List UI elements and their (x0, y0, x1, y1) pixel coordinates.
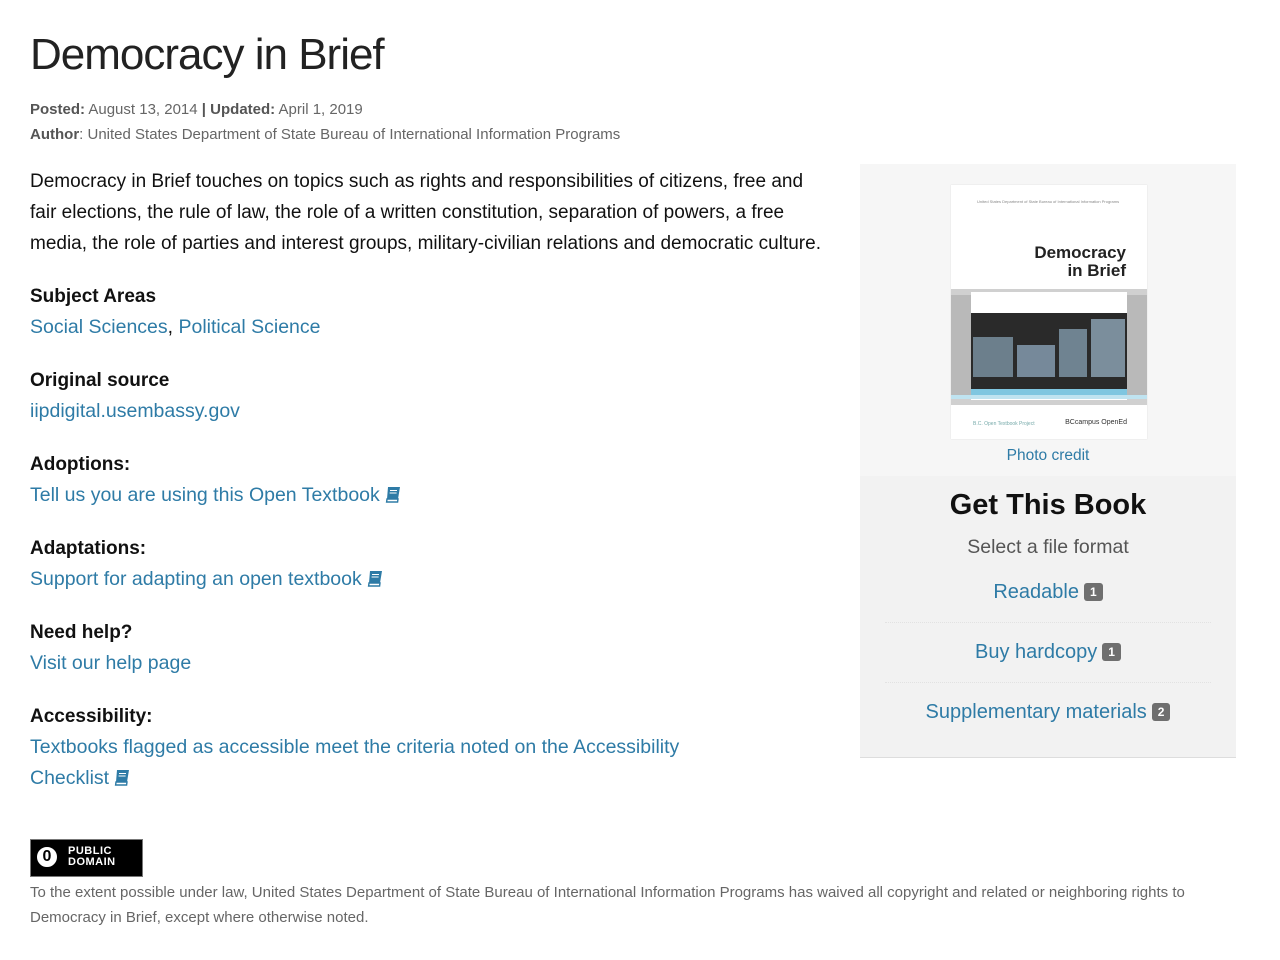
updated-label: Updated: (210, 101, 276, 118)
photo-credit-link[interactable]: Photo credit (1006, 447, 1090, 464)
book-icon (366, 570, 384, 587)
adoptions-section (30, 449, 830, 511)
meta-separator: | (201, 101, 206, 118)
badge-line-1: PUBLIC (68, 845, 112, 857)
author-value: : United States Department of State Bureau of International Information Programs (79, 126, 621, 143)
book-cover-image[interactable] (951, 185, 1147, 439)
adaptations-link[interactable] (30, 568, 384, 590)
cover-title: Democracy in Brief (1034, 243, 1126, 280)
updated-date: April 1, 2019 (278, 101, 363, 118)
adaptations-section (30, 533, 830, 595)
format-divider (885, 682, 1211, 683)
public-domain-badge-text (68, 846, 116, 868)
badge-line-2: DOMAIN (68, 856, 116, 868)
cover-photo (951, 289, 1147, 405)
accessibility-heading: Accessibility: (30, 706, 153, 727)
license-statement: To the extent possible under law, United States Department of State Bureau of International Information Programs has waived all copyright and related or neighboring rights to Democracy in Brief, except where otherwise noted. (30, 884, 1185, 926)
cover-publisher-text: United States Department of State Bureau of International Information Programs (977, 199, 1120, 204)
subject-areas-section (30, 281, 830, 343)
format-divider (885, 622, 1211, 623)
accessibility-link-label: Textbooks flagged as accessible meet the criteria noted on the Accessibility Checklist (30, 736, 680, 789)
adoptions-link-label: Tell us you are using this Open Textbook (30, 484, 380, 506)
format-supplementary-link[interactable] (860, 701, 1236, 724)
adoptions-heading: Adoptions: (30, 454, 131, 475)
accessibility-checklist-link[interactable] (30, 736, 679, 789)
adaptations-link-label: Support for adapting an open textbook (30, 568, 362, 590)
post-dates (30, 97, 620, 122)
format-hardcopy-count: 1 (1102, 643, 1121, 661)
help-heading: Need help? (30, 622, 133, 643)
cover-panel (860, 164, 1236, 476)
format-readable-link[interactable] (860, 581, 1236, 604)
posted-label: Posted: (30, 101, 86, 118)
help-section (30, 617, 830, 679)
accessibility-section (30, 701, 830, 794)
book-icon (113, 769, 131, 786)
file-format-subtitle: Select a file format (967, 536, 1129, 558)
cover-footer-right: BCcampus OpenEd (1065, 419, 1127, 426)
subject-areas-heading: Subject Areas (30, 286, 157, 307)
book-icon (384, 486, 402, 503)
adoptions-link[interactable] (30, 484, 402, 506)
post-meta (30, 97, 620, 147)
format-hardcopy-label: Buy hardcopy (975, 641, 1098, 663)
format-hardcopy-link[interactable] (860, 641, 1236, 664)
adaptations-heading: Adaptations: (30, 538, 147, 559)
cc-zero-icon: 0 (35, 845, 59, 869)
subject-separator: , (167, 316, 174, 338)
public-domain-badge[interactable] (30, 839, 143, 877)
format-supplementary-count: 2 (1152, 703, 1171, 721)
format-readable-label: Readable (993, 581, 1079, 603)
get-book-sidebar (860, 164, 1236, 758)
format-supplementary-label: Supplementary materials (925, 701, 1147, 723)
subject-link-political-science[interactable]: Political Science (178, 316, 321, 338)
original-source-heading: Original source (30, 370, 170, 391)
subject-link-social-sciences[interactable]: Social Sciences (30, 316, 168, 338)
get-book-title: Get This Book (949, 489, 1147, 521)
author-label: Author (30, 126, 80, 143)
cover-footer-left: B.C. Open Textbook Project (973, 421, 1035, 427)
format-readable-count: 1 (1084, 583, 1103, 601)
posted-date: August 13, 2014 (88, 101, 198, 118)
original-source-section (30, 365, 830, 427)
help-page-link[interactable]: Visit our help page (30, 652, 192, 674)
main-content (30, 166, 830, 816)
page-title: Democracy in Brief (30, 30, 384, 79)
original-source-link[interactable]: iipdigital.usembassy.gov (30, 400, 240, 422)
post-author (30, 122, 620, 147)
book-description: Democracy in Brief touches on topics such as rights and responsibilities of citizens, free and fair elections, the rule of law, the role of a written constitution, separation of powers, a free media, the role of parties and interest groups, military-civilian relations and democratic culture. (30, 171, 821, 254)
